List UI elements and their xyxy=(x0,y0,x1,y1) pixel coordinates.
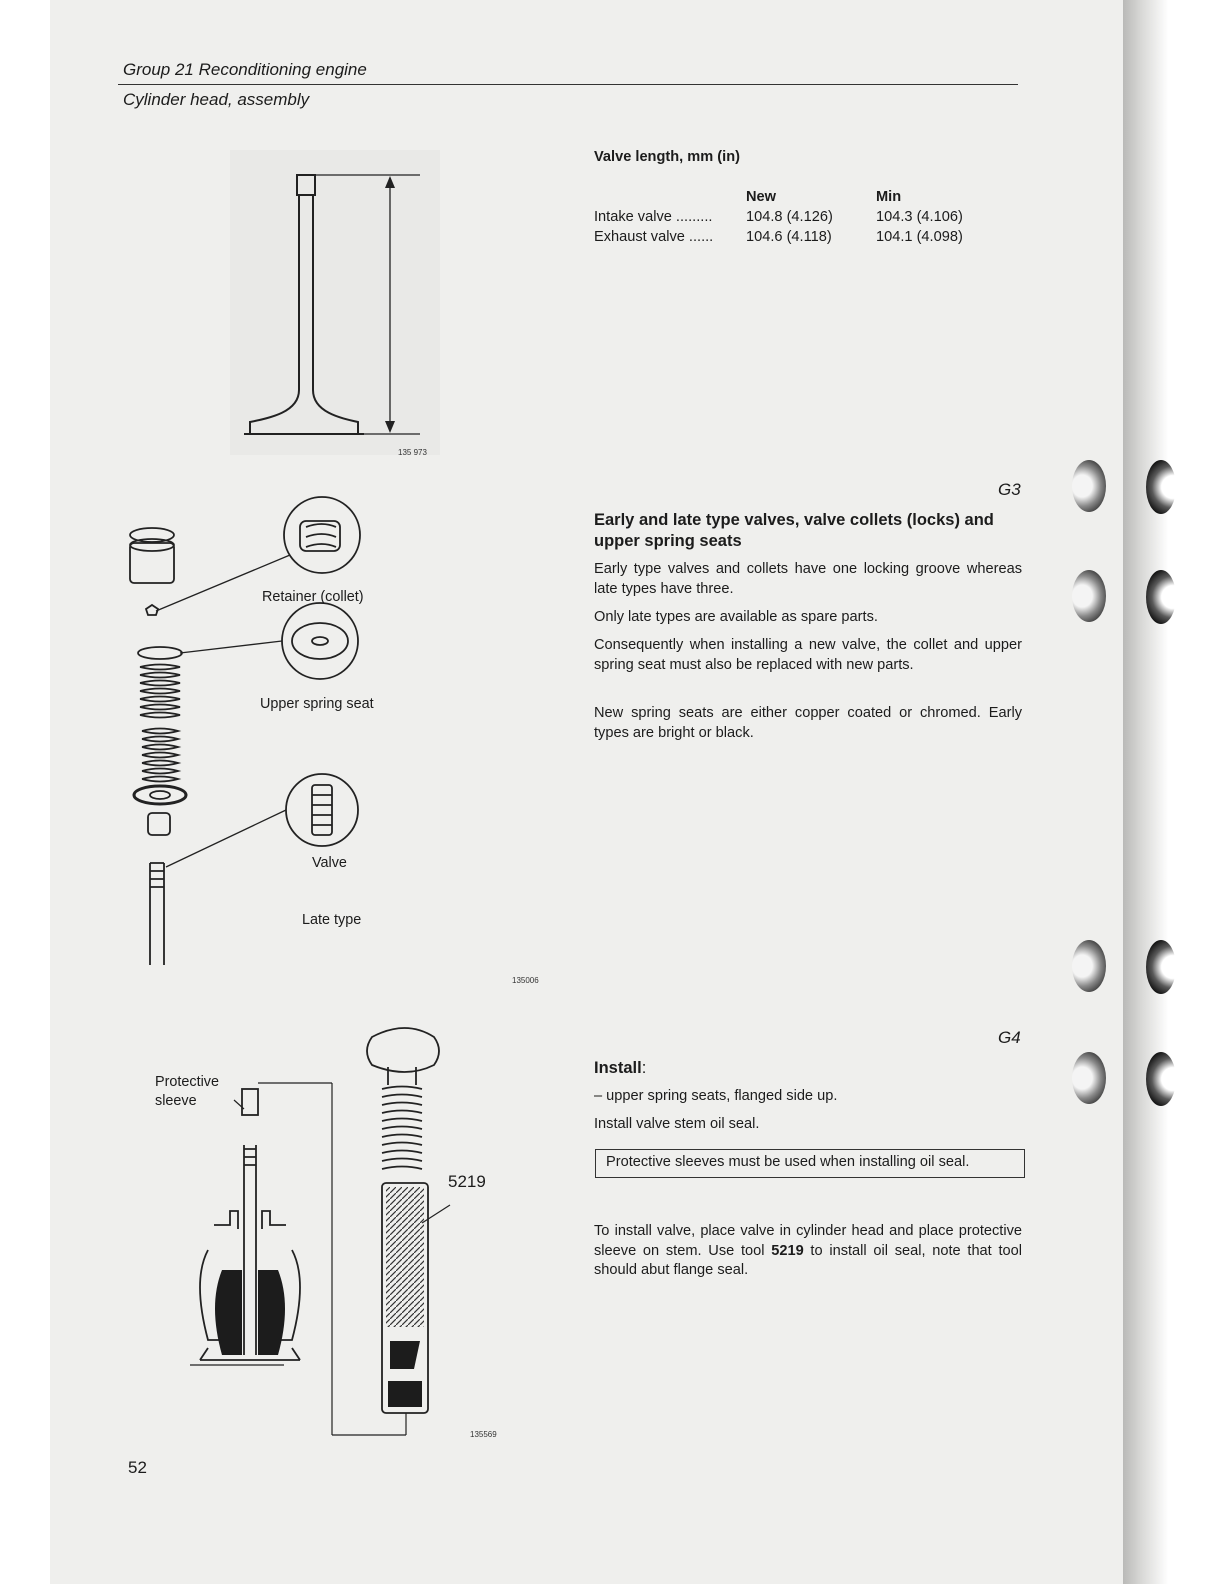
binder-hole xyxy=(1072,570,1106,622)
section-id-g3: G3 xyxy=(998,480,1021,499)
install-step-1: – upper spring seats, flanged side up. xyxy=(594,1088,838,1104)
g3-heading: Early and late type valves, valve collets (locks) and upper spring seats xyxy=(594,511,994,550)
table-header-row xyxy=(594,187,963,207)
g3-paragraph-3: Consequently when installing a new valve, the collet and upper spring seat must also be replaced with new parts. xyxy=(594,637,1022,673)
protective-sleeve-label-2: sleeve xyxy=(155,1093,197,1109)
group-title: Group 21 Reconditioning engine xyxy=(123,60,367,79)
table-row xyxy=(594,227,963,247)
install-label: Install xyxy=(594,1059,642,1077)
binder-hole xyxy=(1146,460,1176,514)
install-paragraph-post: to install oil seal, note that tool should abut flange seal. xyxy=(594,1242,1022,1278)
table-row xyxy=(594,207,963,227)
page-number: 52 xyxy=(128,1458,147,1477)
valve-components-figure xyxy=(120,495,420,975)
binder-hole xyxy=(1072,940,1106,992)
tool-number: 5219 xyxy=(771,1242,804,1259)
row-label: Intake valve ......... xyxy=(594,209,713,225)
protective-sleeve-label-1: Protective xyxy=(155,1074,219,1090)
g3-paragraph-2: Only late types are available as spare parts. xyxy=(594,609,878,625)
header-rule xyxy=(118,84,1018,85)
install-heading xyxy=(594,1058,646,1078)
g3-paragraph-1: Early type valves and collets have one locking groove whereas late types have three. xyxy=(594,561,1022,597)
row-label: Exhaust valve ...... xyxy=(594,229,714,245)
install-step-2: Install valve stem oil seal. xyxy=(594,1116,760,1132)
figure-number: 135569 xyxy=(470,1430,497,1439)
g3-paragraph-4: New spring seats are either copper coated or chromed. Early types are bright or black. xyxy=(594,705,1022,741)
install-paragraph xyxy=(594,1222,1022,1281)
section-id-g4: G4 xyxy=(998,1028,1021,1047)
upper-spring-seat-label: Upper spring seat xyxy=(260,696,374,712)
row-new: 104.8 (4.126) xyxy=(746,209,833,225)
valve-length-figure xyxy=(230,150,450,460)
col-new-header: New xyxy=(746,189,777,205)
binder-hole xyxy=(1146,1052,1176,1106)
valve-length-title: Valve length, mm (in) xyxy=(594,149,740,165)
figure-number: 135006 xyxy=(512,976,539,985)
row-new: 104.6 (4.118) xyxy=(746,229,832,245)
install-colon: : xyxy=(641,1059,647,1077)
valve-label: Valve xyxy=(312,855,347,871)
warning-box: Protective sleeves must be used when installing oil seal. xyxy=(595,1149,1025,1178)
binder-hole xyxy=(1146,570,1176,624)
binder-hole xyxy=(1072,460,1106,512)
install-paragraph-pre: To install valve, place valve in cylinder head and place protective sleeve on stem. Use tool xyxy=(594,1223,1022,1259)
figure-number: 135 973 xyxy=(398,448,427,457)
row-min: 104.1 (4.098) xyxy=(876,229,963,245)
row-min: 104.3 (4.106) xyxy=(876,209,963,225)
tool-5219-label: 5219 xyxy=(448,1172,486,1191)
binder-hole xyxy=(1146,940,1176,994)
late-type-label: Late type xyxy=(302,912,362,928)
binder-hole xyxy=(1072,1052,1106,1104)
valve-length-table xyxy=(594,187,963,247)
col-min-header: Min xyxy=(876,189,902,205)
section-title: Cylinder head, assembly xyxy=(123,90,310,109)
page-binding-edge xyxy=(1123,0,1224,1584)
retainer-label: Retainer (collet) xyxy=(262,589,364,605)
